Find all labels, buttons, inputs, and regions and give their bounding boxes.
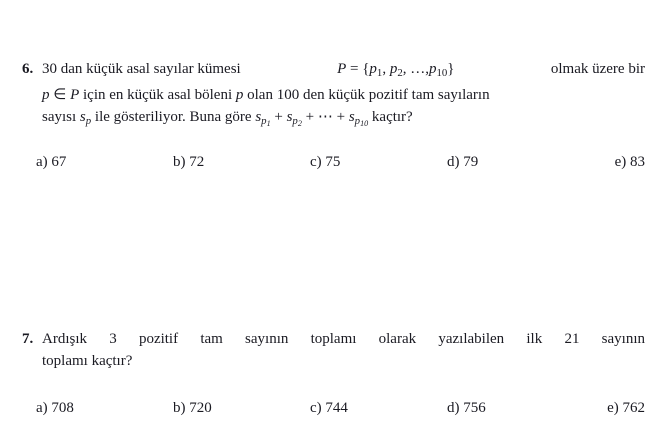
p7-w11: sayının	[601, 331, 645, 347]
p6-l3-t1: s	[255, 109, 262, 126]
choice-value: 72	[189, 154, 205, 170]
choice-label: a)	[36, 400, 48, 416]
p6-l3-t2: s	[286, 109, 293, 126]
problem-6-choice-c[interactable]	[310, 152, 447, 172]
choice-label: d)	[447, 154, 460, 170]
choice-label: b)	[173, 154, 186, 170]
p6-comma-3: ,	[425, 61, 429, 77]
problem-6-choices	[36, 152, 645, 172]
problem-7-statement	[22, 328, 645, 372]
problem-6-line-2	[42, 84, 645, 106]
p6-l2-P: P	[70, 87, 80, 104]
p6-l3-t1-sub: p1	[261, 115, 271, 129]
p6-l1-seg1: 30 dan küçük asal sayılar kümesi	[42, 61, 241, 77]
problem-6-choice-e[interactable]	[584, 152, 645, 172]
p6-l3-t3-sub: p10	[354, 115, 369, 129]
choice-value: 744	[325, 400, 348, 416]
p6-l3-mid: ile gösteriliyor. Buna göre	[94, 109, 252, 126]
choice-value: 762	[622, 400, 645, 416]
p6-p1-sub: 1	[376, 67, 383, 80]
p6-l3-plus2: +	[305, 109, 315, 126]
p7-w7: olarak	[378, 331, 417, 347]
problem-6-line-3	[42, 106, 645, 135]
p6-comma-2: ,	[402, 61, 407, 77]
choice-value: 79	[463, 154, 479, 170]
p6-l3-t3: s	[348, 109, 355, 126]
problem-7-choice-a[interactable]	[36, 398, 173, 418]
p6-p2: p	[389, 61, 398, 77]
p6-l2-text2: olan 100 den küçük pozitif tam sayıların	[247, 87, 490, 104]
problem-6-line-1	[42, 58, 645, 84]
problem-7-choice-d[interactable]	[447, 398, 584, 418]
p6-l2-p2: p	[235, 87, 244, 104]
problem-6-number: 6.	[22, 61, 34, 77]
p6-p2-sub: 2	[397, 67, 403, 80]
choice-label: d)	[447, 400, 460, 416]
p6-l3-s: s	[79, 109, 86, 126]
p7-w1: Ardışık	[42, 331, 87, 347]
p6-l2-p: p	[42, 87, 50, 104]
choice-value: 708	[51, 400, 74, 416]
choice-label: a)	[36, 154, 48, 170]
problem-7	[22, 328, 645, 372]
p6-p10: p	[428, 61, 437, 77]
problem-6-choice-b[interactable]	[173, 152, 310, 172]
p6-l3-cdots: ⋯	[317, 109, 333, 126]
problem-7-line-1	[42, 328, 645, 350]
p7-w4: tam	[200, 331, 223, 347]
p7-w5: sayının	[245, 331, 289, 347]
choice-label: c)	[310, 154, 322, 170]
problem-7-choice-e[interactable]	[584, 398, 645, 418]
choice-value: 83	[630, 154, 645, 170]
p7-w6: toplamı	[310, 331, 357, 347]
choice-value: 756	[463, 400, 486, 416]
problem-6-choice-d[interactable]	[447, 152, 584, 172]
p6-l3-t2-sub: p2	[292, 115, 302, 129]
p6-dots: …	[410, 61, 426, 77]
problem-7-choices	[36, 398, 645, 418]
p7-w2: 3	[109, 331, 117, 347]
p6-var-P: P	[337, 61, 347, 77]
p7-w9: ilk	[526, 331, 543, 347]
problem-6-statement	[22, 58, 645, 135]
p6-p1: p	[369, 61, 377, 77]
choice-value: 75	[325, 154, 341, 170]
p7-w10: 21	[564, 331, 580, 347]
p6-l2-in: ∈	[53, 87, 67, 104]
problem-7-number: 7.	[22, 331, 34, 347]
problem-7-line-2: toplamı kaçtır?	[42, 353, 133, 369]
choice-label: c)	[310, 400, 322, 416]
p6-comma-1: ,	[382, 61, 387, 77]
p6-l3-post: kaçtır?	[371, 109, 413, 126]
problem-7-text	[42, 328, 645, 372]
choice-value: 720	[189, 400, 212, 416]
p6-eq: =	[350, 61, 359, 77]
p6-l3-s-sub: p	[85, 115, 92, 128]
problem-7-choice-b[interactable]	[173, 398, 310, 418]
p6-l3-plus3: +	[336, 109, 346, 126]
choice-label: e)	[614, 154, 627, 170]
p6-l2-text: için en küçük asal böleni	[83, 87, 233, 104]
problem-6-text	[42, 58, 645, 135]
problem-7-choice-c[interactable]	[310, 398, 447, 418]
p6-l3-plus1: +	[274, 109, 283, 126]
p6-l3-pre: sayısı	[42, 109, 77, 126]
problem-6	[22, 58, 645, 135]
p6-set-open: {	[362, 61, 370, 77]
choice-label: b)	[173, 400, 186, 416]
p6-l1-math	[337, 58, 454, 84]
choice-value: 67	[51, 154, 67, 170]
choice-label: e)	[607, 400, 619, 416]
p7-w8: yazılabilen	[438, 331, 505, 347]
p6-p10-sub: 10	[436, 67, 448, 80]
p6-set-close: }	[447, 61, 455, 77]
p7-w3: pozitif	[138, 331, 179, 347]
problem-6-choice-a[interactable]	[36, 152, 173, 172]
p6-l1-seg2: olmak üzere bir	[550, 61, 645, 77]
